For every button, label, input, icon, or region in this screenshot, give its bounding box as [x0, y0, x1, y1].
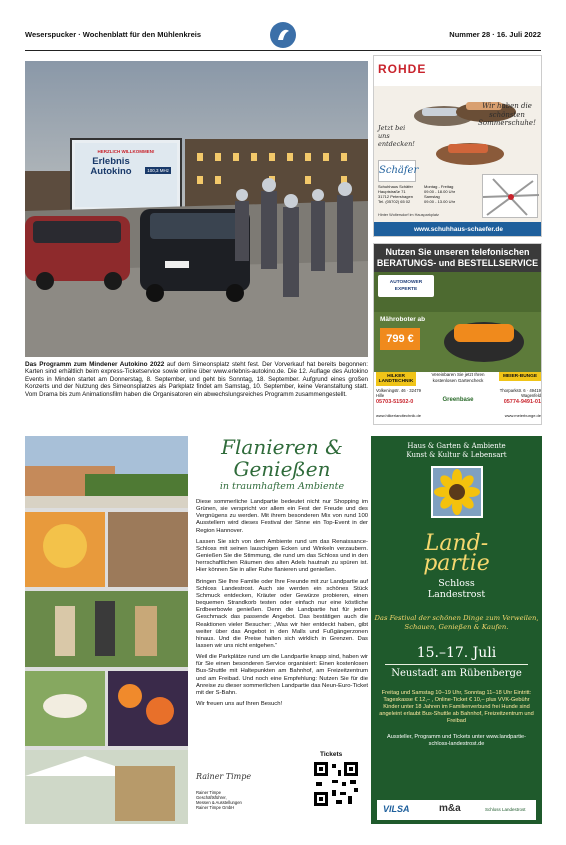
- right-company: MEIER-BUNGE: [499, 372, 541, 381]
- cinema-screen: [75, 143, 177, 207]
- article-paragraph: Weil die Parkplätze rund um die Landpartie knapp sind, haben wir für Sie einen besonderen Service organisiert: Einen kostenlosen Bus-Shuttle mit Haltepunkten am Bahnhof, am Freizeitzentrum und am Freibad. Und noch eine Empfehlung: Nutzen Sie für die Anreise zu dieser sommerlichen Landpartie das Neun-Euro-Ticket mit der S-Bahn.: [196, 654, 368, 696]
- event-more[interactable]: Aussteller, Programm und Tickets unter www.landpartie-schloss-landestrost.de: [387, 734, 526, 747]
- festival-slogan: Das Festival der schönen Dinge zum Verweilen, Schauen, Genießen & Kaufen.: [374, 614, 539, 631]
- address-line: Tel. (05702) 65 02: [378, 199, 411, 204]
- shop-hours: [424, 184, 474, 204]
- qr-code-icon[interactable]: [312, 760, 360, 808]
- right-url[interactable]: www.meierbunge.de: [504, 413, 541, 418]
- header-rule: [25, 50, 541, 51]
- photo-collage: [25, 436, 188, 824]
- signer-line: Rainer Timpe: [196, 790, 221, 795]
- vilsa-logo: VILSA: [383, 804, 410, 814]
- ad-landtechnik: [373, 243, 542, 425]
- price-tag: 799 €: [380, 328, 420, 350]
- ad-topline-1: Haus & Garten & Ambiente: [407, 442, 506, 450]
- landpartie-title-1: Land-: [424, 531, 489, 556]
- header-left: Weserspucker · Wochenblatt für den Mühlenkreis: [25, 30, 202, 39]
- signer-info: [196, 790, 242, 810]
- landestrost-label: Landestrost: [427, 589, 486, 600]
- sponsor-logos: [377, 800, 536, 820]
- event-info: Freitag und Samstag 10–19 Uhr, Sonntag 11–18 Uhr Eintritt: Tageskasse € 12,– , Online-Ticket € 10,– plus VVK-Gebühr Kinder unter 18 Jahren im Familienverbund frei Hunde sind angeleint erlaubt Bus-Shuttle ab Bahnhof, Freizeitzentrum und Freibad: [379, 690, 534, 724]
- right-address: Thorparkstr. 6 · 49419 Wagenfeld: [499, 388, 541, 398]
- address-line: Hauptstraße 71: [378, 189, 406, 194]
- article-closing: Wir freuen uns auf Ihren Besuch!: [196, 701, 283, 708]
- service-headline: Nutzen Sie unseren telefonischen BERATUNGS- und BESTELLSERVICE: [374, 244, 541, 272]
- article: [196, 436, 368, 824]
- sunflower-icon: [431, 466, 483, 518]
- article-subtitle: in traumhaftem Ambiente: [219, 481, 345, 492]
- hours-line: 09.00 - 13.00 Uhr: [424, 199, 456, 204]
- logo-icon: [270, 22, 296, 48]
- left-company: HILKER LANDTECHNIK: [376, 372, 416, 386]
- address-line: 31712 Petershagen: [378, 194, 413, 199]
- gartencheck-text: Vereinbaren Sie jetzt Ihren kostenlosen Gartencheck: [431, 372, 485, 383]
- tickets-label: Tickets: [320, 751, 343, 758]
- map-icon: [482, 174, 538, 218]
- schloss-label: Schloss: [438, 578, 475, 589]
- shop-logo: Schäfer: [378, 160, 416, 182]
- automower-badge: AUTOMOWER EXPERTE: [378, 275, 434, 297]
- landpartie-ad: [371, 436, 542, 824]
- article-title: Flanieren & Genießen: [221, 435, 343, 481]
- product-label: Mähroboter ab: [380, 316, 426, 323]
- screen-radio: 100,3 MHz: [147, 168, 169, 173]
- signature: Rainer Timpe: [196, 772, 252, 781]
- event-dates: 15.–17. Juli: [416, 645, 497, 661]
- hours-line: Montag - Freitag: [424, 184, 454, 189]
- caption-text: auf dem Simeonsplatz steht fest. Der Vorverkauf hat bereits begonnen: Karten sind erhältlich beim express-Ticketservice sowie online über www.erlebnis-autokino.de. Die 12. Auflage des Autokino Events in Minden startet am Donnerstag, 8. September, und geht bis Sonntag, 18. September. Aufgrund eines großen Konzerts und der Nutzung des Simeonsplatzes als Parkplatz findet am Samstag, 10. September, keine Veranstaltung statt. Vom Drama bis zum Animationsfilm haben die Organisatoren ein abwechslungsreiches Programm zusammengestellt.: [25, 361, 368, 398]
- promo: Jetzt bei uns entdecken!: [378, 124, 415, 148]
- header-right: Nummer 28 · 16. Juli 2022: [449, 30, 541, 39]
- left-address: Volkeningstr. 46 · 32479 Hille: [376, 388, 421, 398]
- event-place: Neustadt am Rübenberge: [385, 664, 528, 680]
- landpartie-title-2: partie: [423, 551, 490, 576]
- slogan: Wir haben die schönsten Sommerschuhe!: [478, 102, 536, 127]
- sandals-icon: [404, 84, 524, 174]
- shop-url[interactable]: www.schuhhaus-schaefer.de: [374, 222, 542, 237]
- right-phone: 05774-9491-01: [503, 399, 541, 405]
- screen-welcome: HERZLICH WILLKOMMEN!: [97, 149, 155, 154]
- left-phone: 05703-51502-0: [376, 399, 414, 405]
- page-header: [25, 26, 541, 48]
- hours-line: 09.00 - 18.00 Uhr: [424, 189, 456, 194]
- greenbase-logo: Greenbase: [442, 397, 474, 403]
- schloss-logo: Schloss Landestrost: [485, 807, 526, 812]
- ad-topline-2: Kunst & Kultur & Lebensart: [406, 451, 507, 459]
- screen-title: Erlebnis Autokino: [90, 156, 132, 177]
- caption-lead: Das Programm zum Mindener Autokino 2022: [25, 361, 165, 368]
- rohde-logo: ROHDE: [378, 62, 427, 76]
- shop-note: Hinter Woltersdorf im Hausparkplatz: [378, 213, 439, 217]
- ma-logo: m&a: [439, 803, 461, 814]
- article-paragraph: Bringen Sie Ihre Familie oder Ihre Freunde mit zur Landpartie auf Schloss Landestrost. Auch sie werden ein schönes Stück Schmuck entdecken, Kräuter oder Gewürze probieren, einen bequemen Strandkorb testen oder einfach nur eine köstliche Erdbeerbowle genießen. Denn die Landpartie hat für jeden Geschmack das passende Angebot. Das bestätigen auch die Reaktionen vieler Besucher: „Was wir hier entdeckt haben, gibt weiter über das Angebot in den Malls und Fußgängerzonen hinaus. Und die Preise halten sich wirklich in Grenzen. Das lassen wir uns nicht entgehen.“: [196, 578, 368, 649]
- signer-line: Geschäftsführer,: [196, 795, 227, 800]
- hours-line: Samstag: [424, 194, 440, 199]
- article-paragraph: Lassen Sie sich von dem Ambiente rund um das Renaissance-Schloss mit seinen lauschigen Ecken und Winkeln verzaubern. Genießen Sie die Stimmung, die rund um das Schloss und in den herrschaftlichen Räumen des alten Adels hautnah zu spüren ist. Hier können Sie in aller Ruhe flanieren und genießen.: [196, 538, 368, 574]
- address-line: Schuhhaus Schäfer: [378, 184, 413, 189]
- ad-schuhhaus: [373, 55, 542, 237]
- signer-line: Messen & Ausstellungen: [196, 800, 242, 805]
- autokino-photo: [25, 61, 368, 357]
- photo-caption: [25, 361, 368, 398]
- left-url[interactable]: www.hilkerlandtechnik.de: [376, 413, 421, 418]
- article-paragraph: Diese sommerliche Landpartie bedeutet nicht nur Shopping im Grünen, sie verspricht vor allem ein Fest der Freude und des Vergnügens zu werden. Mit ihrem besonderen Mix von rund 100 Ausstellern wird dieses Festival der Sinne ein Top-Event in der Region Hannover.: [196, 499, 368, 534]
- signer-line: Rainer Timpe GmbH: [196, 805, 235, 810]
